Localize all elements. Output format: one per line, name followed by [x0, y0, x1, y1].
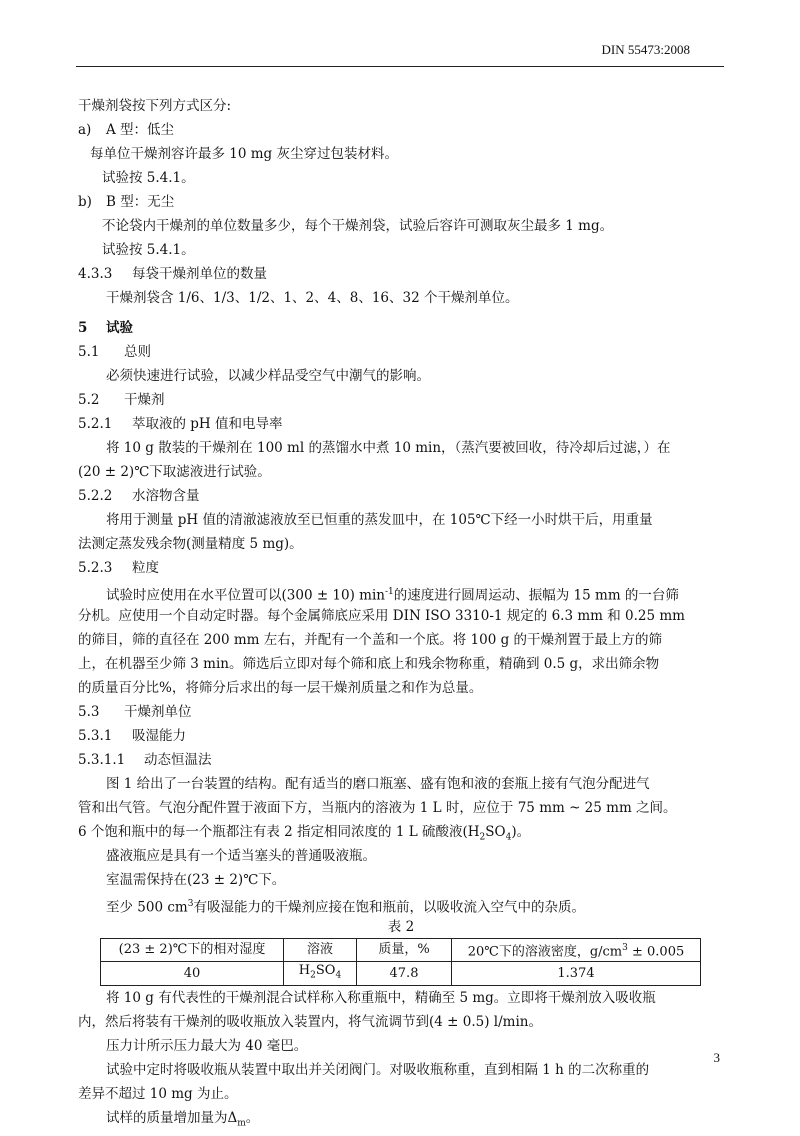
section-number: 5.2: [78, 392, 100, 408]
section-title: 水溶物含量: [132, 488, 200, 504]
item-a-number: a): [78, 122, 92, 138]
section-title: 吸湿能力: [132, 728, 186, 744]
section-4-3-3: [78, 262, 724, 286]
section-number: 5.3.1: [78, 728, 113, 744]
document-body: [78, 94, 724, 1130]
text-segment: 6 个饱和瓶中的每一个瓶都注有表 2 指定相同浓度的 1 L 硫酸液(H: [78, 824, 480, 840]
section-5-2-2-body-1: 将用于测量 pH 值的清澈滤液放至已恒重的蒸发皿中，在 105℃下经一小时烘干后，用重量: [106, 512, 653, 528]
section-5-3-1-1-body-5: 室温需保持在(23 ± 2)℃下。: [106, 872, 286, 888]
section-5-2-1-body-1: 将 10 g 散装的干燥剂在 100 ml 的蒸馏水中煮 10 min，（蒸汽要被回收，待冷却后过滤，）在: [106, 440, 671, 456]
section-number: 5: [78, 320, 88, 336]
section-title: 动态恒温法: [144, 752, 212, 768]
text-segment: SO: [315, 963, 336, 979]
text-segment: 的速度进行圆周运动、振幅为 15 mm 的一台筛: [393, 587, 679, 604]
table-2-title: 表 2: [387, 919, 415, 935]
procedure-line-4: 试验中定时将吸收瓶从装置中取出并关闭阀门。对吸收瓶称重，直到相隔 1 h 的二次称重的: [106, 1061, 650, 1078]
table-row: [101, 962, 701, 986]
item-b-desc: 不论袋内干燥剂的单位数量多少，每个干燥剂袋，试验后容许可测取灰尘最多 1 mg。: [102, 218, 614, 234]
section-5-2-1-body-2: (20 ± 2)℃下取滤液进行试验。: [78, 464, 271, 480]
subscript: 4: [335, 970, 342, 981]
superscript: -1: [384, 587, 394, 597]
item-b: [78, 190, 724, 214]
section-5-3-1-1: [78, 748, 724, 772]
section-5-1: [78, 340, 724, 364]
section-title: 萃取液的 pH 值和电导率: [132, 416, 283, 432]
document-code: DIN 55473:2008: [601, 42, 690, 57]
table-cell: 47.8: [357, 962, 452, 986]
section-4-3-3-body: 干燥剂袋含 1/6、1/3、1/2、1、2、4、8、16、32 个干燥剂单位。: [106, 290, 519, 306]
section-title: 干燥剂单位: [124, 704, 192, 720]
section-5-3-1-1-body-1: 图 1 给出了一台装置的结构。配有适当的磨口瓶塞、盛有饱和液的套瓶上接有气泡分配进气: [106, 776, 650, 792]
section-5-2-3-body-1: [78, 580, 724, 604]
section-number: 5.3.1.1: [78, 752, 126, 768]
section-5-2-3: [78, 556, 724, 580]
header-divider: [76, 66, 724, 67]
section-5-3: [78, 700, 724, 724]
page-number: 3: [713, 1050, 720, 1065]
table-2: [100, 938, 701, 986]
table-cell: 1.374: [452, 962, 701, 986]
item-b-title: B 型：无尘: [106, 194, 175, 210]
section-5-3-1-1-body-4: 盛液瓶应是具有一个适当塞头的普通吸液瓶。: [106, 848, 376, 864]
section-5-2-3-body-3: 的筛目，筛的直径在 200 mm 左右，并配有一个盖和一个底。将 100 g 的干燥剂置于最上方的筛: [78, 632, 663, 648]
intro-line: 干燥剂袋按下列方式区分:: [78, 98, 232, 114]
item-a-desc: 每单位干燥剂容许最多 10 mg 灰尘穿过包装材料。: [90, 146, 398, 162]
table-header-cell: 质量，%: [357, 939, 452, 962]
section-5-2-3-body-5: 的质量百分比%，将筛分后求出的每一层干燥剂质量之和作为总量。: [78, 680, 483, 696]
subscript: 2: [479, 832, 486, 843]
superscript: 3: [622, 943, 628, 953]
text-segment: SO: [485, 824, 506, 840]
section-number: 4.3.3: [78, 266, 113, 282]
section-5-2-3-body-2: 分机。应使用一个自动定时器。每个金属筛底应采用 DIN ISO 3310-1 规定的 6.3 mm 和 0.25 mm: [78, 608, 685, 624]
table-cell: [284, 962, 357, 986]
text-segment: 试验时应使用在水平位置可以(300 ± 10) min: [106, 587, 385, 604]
text-segment: 至少 500 cm: [106, 899, 188, 916]
section-title: 干燥剂: [124, 392, 165, 408]
procedure-line-2: 内，然后将装有干燥剂的吸收瓶放入装置内，将气流调节到(4 ± 0.5) l/min。: [78, 1013, 542, 1030]
section-number: 5.2.2: [78, 488, 113, 504]
table-header-cell: [452, 939, 701, 962]
section-5-3-1-1-body-2: 管和出气管。气泡分配件置于液面下方，当瓶内的溶液为 1 L 时，应位于 75 mm ~ 25 mm 之间。: [78, 800, 677, 816]
section-number: 5.2.3: [78, 560, 113, 576]
section-title: 试验: [106, 320, 133, 336]
text-segment: 有吸湿能力的干燥剂应接在饱和瓶前，以吸收流入空气中的杂质。: [193, 899, 585, 916]
section-5-2-3-body-4: 上，在机器至少筛 3 min。筛选后立即对每个筛和底上和残余物称重，精确到 0.5 g，求出筛余物: [78, 656, 660, 672]
text-segment: 试样的质量增加量为Δ: [106, 1109, 238, 1126]
subscript: 2: [310, 970, 316, 981]
section-5-2-1: [78, 412, 724, 436]
text-segment: 20℃下的溶液密度，g/cm: [467, 944, 623, 960]
section-5-2-2: [78, 484, 724, 508]
section-number: 5.3: [78, 704, 100, 720]
item-b-number: b): [78, 194, 92, 210]
table-header-row: [101, 939, 701, 962]
table-header-cell: 溶液: [284, 939, 357, 962]
procedure-line-1: 将 10 g 有代表性的干燥剂混合试样称入称重瓶中，精确至 5 mg。立即将干燥剂放入吸收瓶: [106, 989, 656, 1006]
text-segment: ± 0.005: [627, 944, 685, 960]
section-5-2: [78, 388, 724, 412]
subscript: m: [237, 1118, 246, 1129]
section-5-3-1: [78, 724, 724, 748]
section-5-3-1-1-body-6: [78, 892, 724, 916]
procedure-line-3: 压力计所示压力最大为 40 毫巴。: [106, 1037, 308, 1054]
superscript: 3: [187, 899, 194, 909]
section-5-2-2-body-2: 法测定蒸发残余物(测量精度 5 mg)。: [78, 536, 303, 552]
section-number: 5.1: [78, 344, 100, 360]
section-5-1-body: 必须快速进行试验，以减少样品受空气中潮气的影响。: [106, 368, 430, 384]
table-header-cell: (23 ± 2)℃下的相对湿度: [101, 939, 284, 962]
item-b-test: 试验按 5.4.1。: [102, 242, 195, 258]
procedure-line-5: 差异不超过 10 mg 为止。: [78, 1085, 238, 1102]
item-a: [78, 118, 724, 142]
section-number: 5.2.1: [78, 416, 113, 432]
text-segment: )。: [511, 824, 531, 840]
text-segment: 。: [245, 1109, 260, 1126]
text-segment: H: [298, 963, 311, 979]
section-title: 总则: [124, 344, 151, 360]
section-title: 粒度: [132, 560, 159, 576]
section-5: [78, 316, 724, 340]
subscript: 4: [505, 832, 512, 843]
section-5-3-1-1-body-3: [78, 820, 724, 844]
procedure-line-6: [78, 1106, 724, 1130]
item-a-test: 试验按 5.4.1。: [102, 170, 195, 186]
table-cell: 40: [101, 962, 284, 986]
item-a-title: A 型：低尘: [106, 122, 175, 138]
section-title: 每袋干燥剂单位的数量: [132, 266, 267, 282]
